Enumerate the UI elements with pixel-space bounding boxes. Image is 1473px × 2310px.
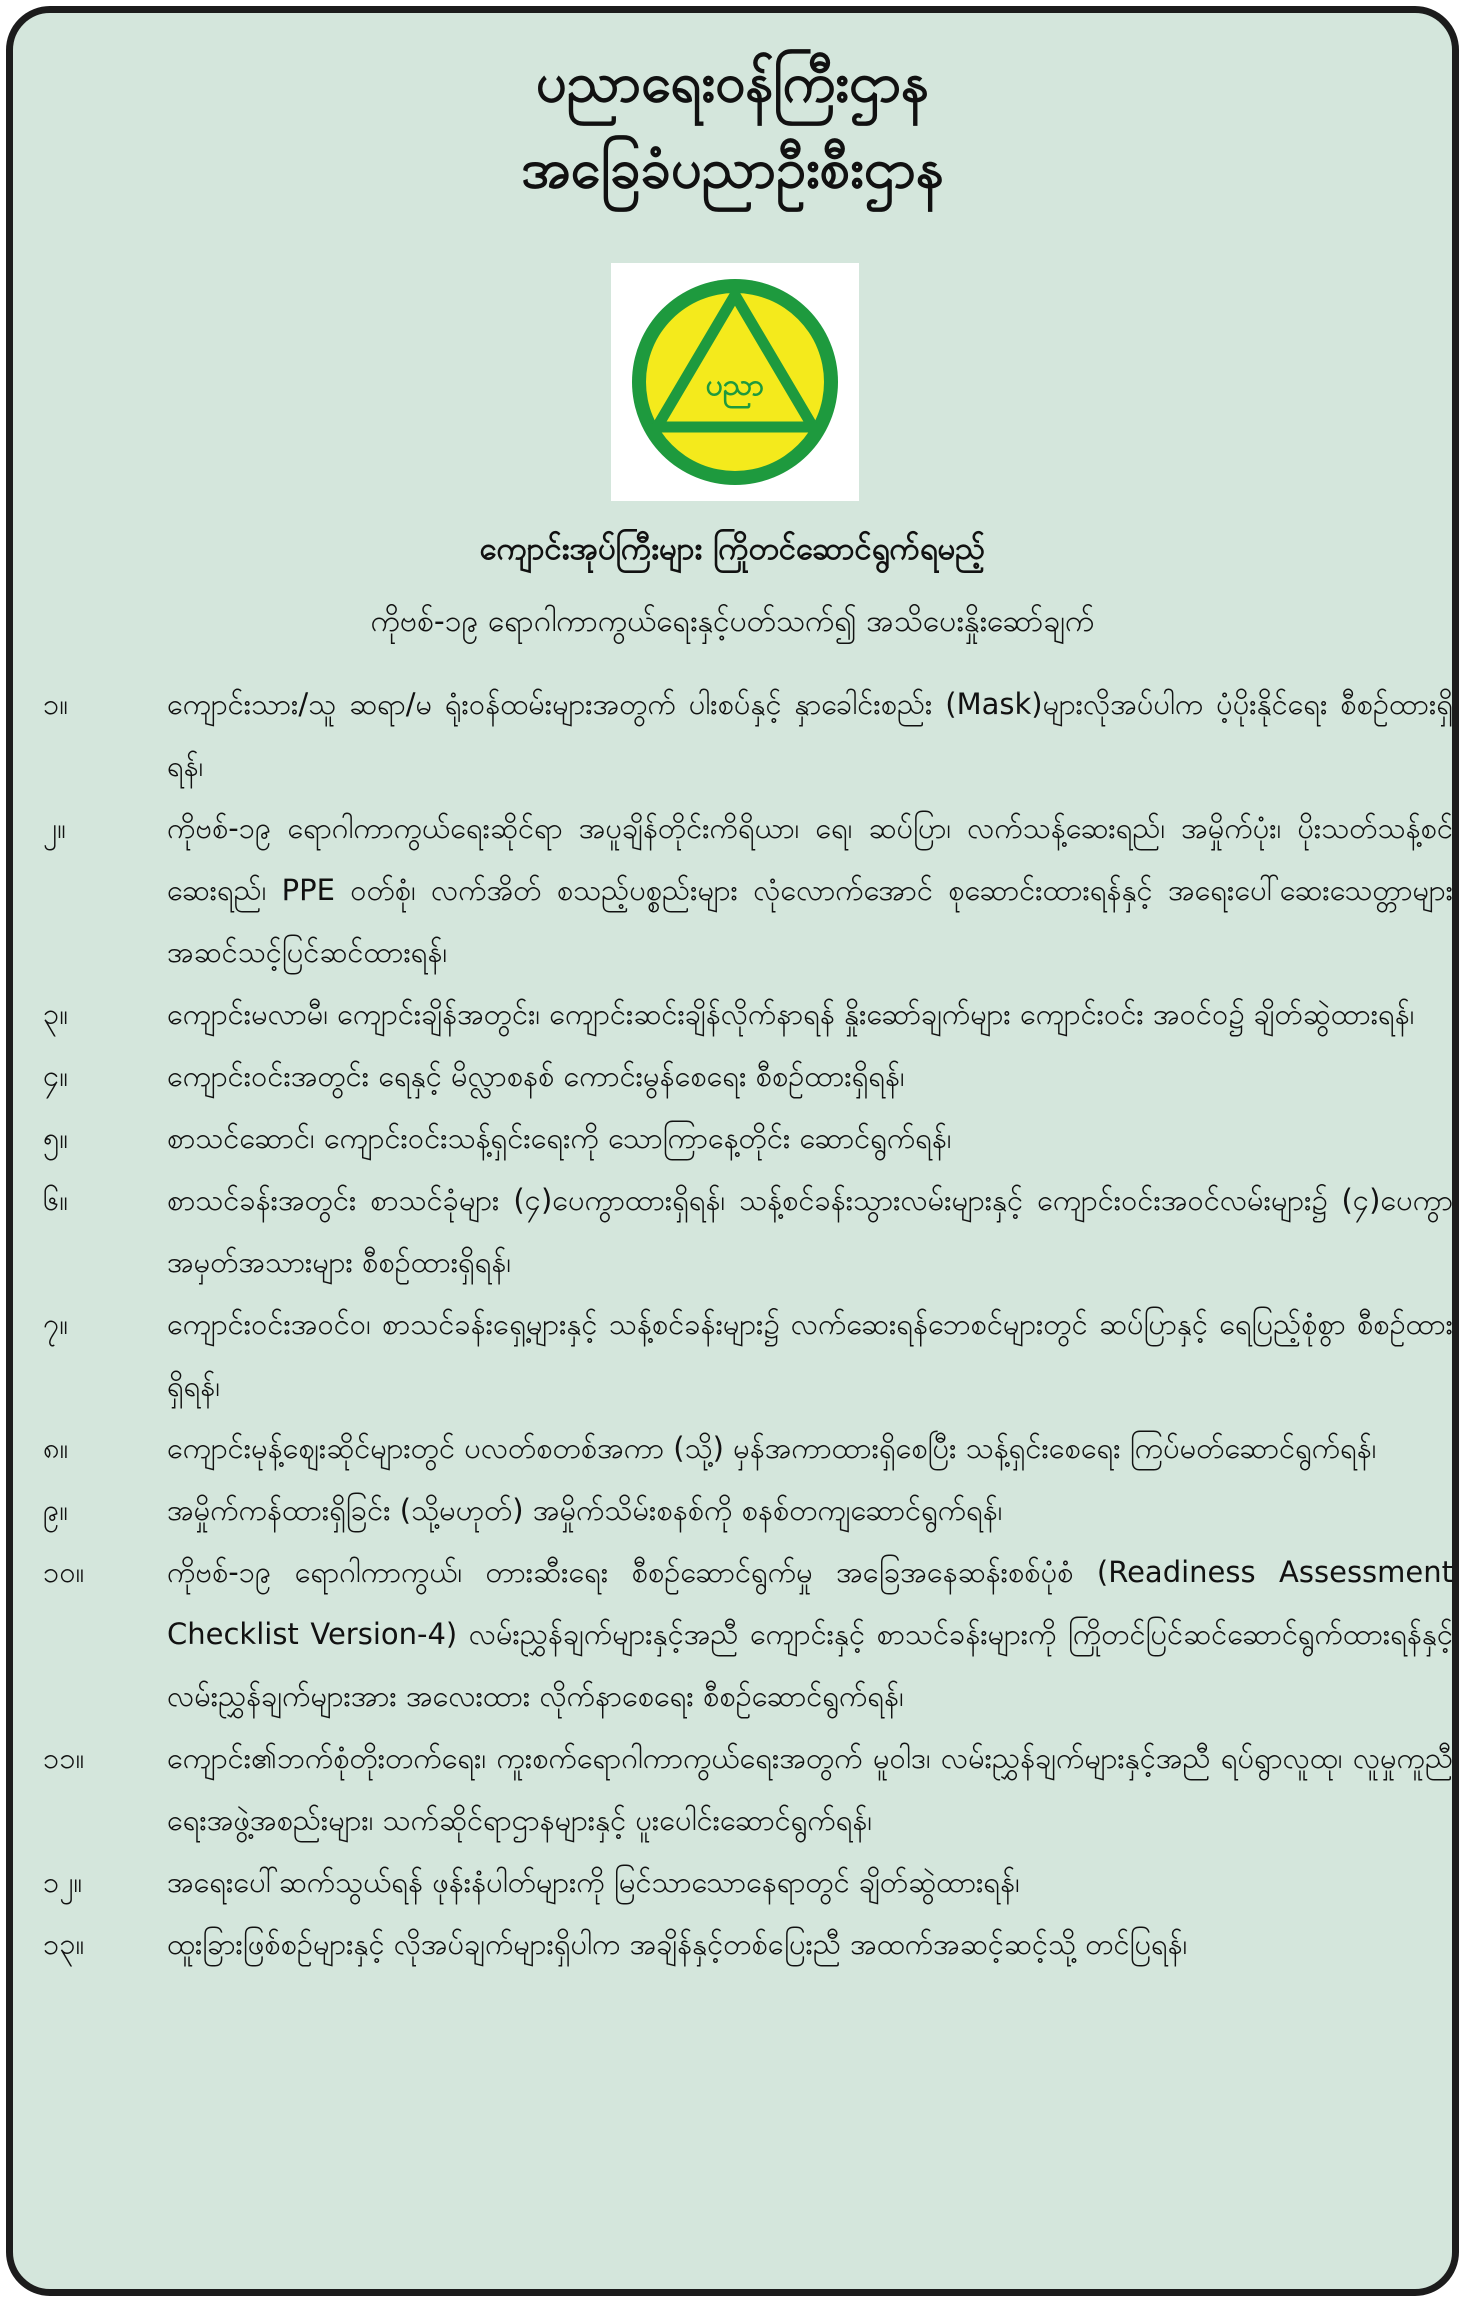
item-text: ကျောင်းဝင်းအဝင်ဝ၊ စာသင်ခန်းရှေ့များနှင့် သန့်စင်ခန်းများ၌ လက်ဆေးရန်ဘေစင်များတွင် ဆပ်ပြာနှင့် ရေပြည့်စုံစွာ စီစဉ်ထားရှိရန်၊: [167, 1307, 1453, 1403]
list-item: [43, 1417, 1453, 1479]
list-item: [43, 673, 1453, 797]
item-text: ကျောင်းသား/သူ ဆရာ/မ ရုံးဝန်ထမ်းများအတွက် ပါးစပ်နှင့် နှာခေါင်းစည်း (Mask)များလိုအပ်ပါက ပံ့ပိုးနိုင်ရေး စီစဉ်ထားရှိရန်၊: [167, 687, 1453, 783]
item-text: အရေးပေါ်ဆက်သွယ်ရန် ဖုန်းနံပါတ်များကို မြင်သာသောနေရာတွင် ချိတ်ဆွဲထားရန်၊: [167, 1865, 1020, 1899]
list-item: [43, 983, 1453, 1045]
item-number: ၂။: [43, 811, 67, 845]
item-number: ၁၁။: [43, 1741, 85, 1775]
notice-heading: ကျောင်းအုပ်ကြီးများ ကြိုတင်ဆောင်ရွက်ရမည့်: [479, 531, 986, 567]
item-text: ထူးခြားဖြစ်စဉ်များနှင့် လိုအပ်ချက်များရှိပါက အချိန်နှင့်တစ်ပြေးညီ အထက်အဆင့်ဆင့်သို့ တင်ပြရန်၊: [167, 1927, 1188, 1961]
list-item: [43, 1045, 1453, 1107]
list-item: [43, 1479, 1453, 1541]
item-number: ၄။: [43, 1059, 69, 1093]
item-text: စာသင်ခန်းအတွင်း စာသင်ခုံများ (၄)ပေကွာထားရှိရန်၊ သန့်စင်ခန်းသွားလမ်းများနှင့် ကျောင်းဝင်းအဝင်လမ်းများ၌ (၄)ပေကွာ အမှတ်အသားများ စီစဉ်ထားရှိရန်၊: [167, 1183, 1453, 1279]
list-item: [43, 797, 1453, 983]
item-text: ကျောင်း၏ဘက်စုံတိုးတက်ရေး၊ ကူးစက်ရောဂါကာကွယ်ရေးအတွက် မူဝါဒ၊ လမ်းညွှန်ချက်များနှင့်အညီ ရပ်ရွာလူထု၊ လူမှုကူညီရေးအဖွဲ့အစည်းများ၊ သက်ဆိုင်ရာဌာနများနှင့် ပူးပေါင်းဆောင်ရွက်ရန်၊: [167, 1741, 1453, 1837]
item-number: ၁၀။: [43, 1555, 85, 1589]
item-number: ၅။: [43, 1121, 69, 1155]
item-text: ကျောင်းဝင်းအတွင်း ရေနှင့် မိလ္လာစနစ် ကောင်းမွန်စေရေး စီစဉ်ထားရှိရန်၊: [167, 1059, 905, 1093]
item-text: ကျောင်းမလာမီ၊ ကျောင်းချိန်အတွင်း၊ ကျောင်းဆင်းချိန်လိုက်နာရန် နှိုးဆော်ချက်များ ကျောင်းဝင်း အဝင်ဝ၌ ချိတ်ဆွဲထားရန်၊: [167, 997, 1415, 1031]
ministry-logo: [611, 263, 859, 501]
item-number: ၃။: [43, 997, 69, 1031]
list-item: [43, 1107, 1453, 1169]
item-text: စာသင်ဆောင်၊ ကျောင်းဝင်းသန့်ရှင်းရေးကို သောကြာနေ့တိုင်း ဆောင်ရွက်ရန်၊: [167, 1121, 952, 1155]
department-title: အခြေခံပညာဦးစီးဌာန: [521, 137, 944, 200]
notice-frame: [6, 6, 1459, 2296]
item-number: ၈။: [43, 1431, 69, 1465]
list-item: [43, 1851, 1453, 1913]
item-text: ကိုဗစ်-၁၉ ရောဂါကာကွယ်၊ တားဆီးရေး စီစဉ်ဆောင်ရွက်မှု အခြေအနေဆန်းစစ်ပုံစံ (Readiness Assessment Checklist Version-4) လမ်းညွှန်ချက်များနှင့်အညီ ကျောင်းနှင့် စာသင်ခန်းများကို ကြိုတင်ပြင်ဆင်ဆောင်ရွက်ထားရန်နှင့် လမ်းညွှန်ချက်များအား အလေးထား လိုက်နာစေရေး စီစဉ်ဆောင်ရွက်ရန်၊: [167, 1555, 1453, 1713]
item-number: ၁၃။: [43, 1927, 85, 1961]
ministry-title: ပညာရေးဝန်ကြီးဌာန: [535, 51, 930, 114]
list-item: [43, 1541, 1453, 1727]
item-number: ၆။: [43, 1183, 69, 1217]
notice-subheading: ကိုဗစ်-၁၉ ရောဂါကာကွယ်ရေးနှင့်ပတ်သက်၍ အသိပေးနှိုးဆော်ချက်: [370, 604, 1095, 639]
list-item: [43, 1913, 1453, 1975]
list-item: [43, 1727, 1453, 1851]
item-text: ကျောင်းမုန့်ဈေးဆိုင်များတွင် ပလတ်စတစ်အကာ (သို့) မှန်အကာထားရှိစေပြီး သန့်ရှင်းစေရေး ကြပ်မတ်ဆောင်ရွက်ရန်၊: [167, 1431, 1377, 1465]
item-text: ကိုဗစ်-၁၉ ရောဂါကာကွယ်ရေးဆိုင်ရာ အပူချိန်တိုင်းကိရိယာ၊ ရေ၊ ဆပ်ပြာ၊ လက်သန့်ဆေးရည်၊ အမှိုက်ပုံး၊ ပိုးသတ်သန့်စင်ဆေးရည်၊ PPE ဝတ်စုံ၊ လက်အိတ် စသည့်ပစ္စည်းများ လုံလောက်အောင် စုဆောင်းထားရန်နှင့် အရေးပေါ်ဆေးသေတ္တာများ အဆင်သင့်ပြင်ဆင်ထားရန်၊: [167, 811, 1453, 969]
item-text: အမှိုက်ကန်ထားရှိခြင်း (သို့မဟုတ်) အမှိုက်သိမ်းစနစ်ကို စနစ်တကျဆောင်ရွက်ရန်၊: [167, 1493, 1003, 1527]
list-item: [43, 1293, 1453, 1417]
item-number: ၁၂။: [43, 1865, 83, 1899]
item-number: ၇။: [43, 1307, 69, 1341]
item-number: ၉။: [43, 1493, 69, 1527]
item-number: ၁။: [43, 687, 69, 721]
instruction-list: [43, 673, 1453, 1975]
education-emblem-icon: [611, 263, 859, 501]
logo-text: ပညာ: [705, 368, 765, 403]
list-item: [43, 1169, 1453, 1293]
